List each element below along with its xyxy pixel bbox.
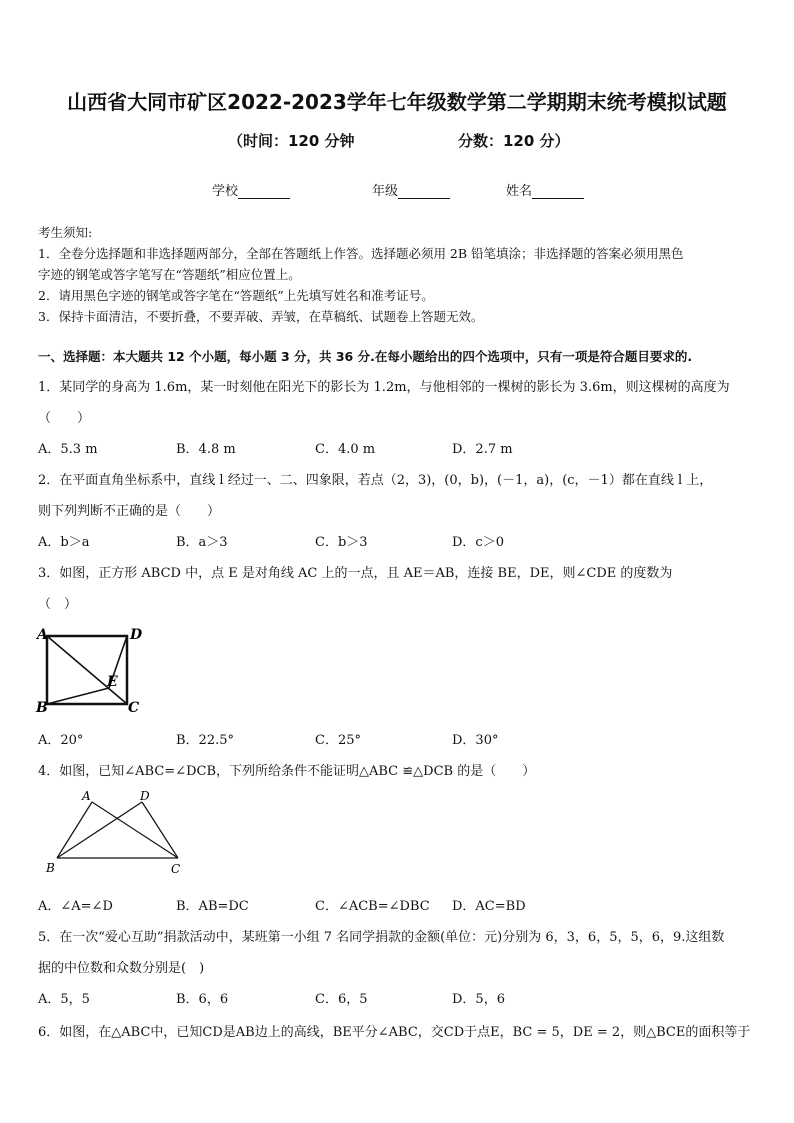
option: B．4.8 m xyxy=(176,442,236,457)
segment-ba xyxy=(57,802,92,858)
question-text: 据的中位数和众数分别是( ) xyxy=(38,961,205,976)
question-text: 3．如图，正方形 ABCD 中，点 E 是对角线 AC 上的一点，且 AE＝AB，连接 BE，DE，则∠CDE 的度数为 xyxy=(38,566,673,581)
segment-bd xyxy=(57,802,142,858)
vertex-label: C xyxy=(128,700,140,716)
square-figure xyxy=(34,624,154,716)
option: C．4.0 m xyxy=(315,442,376,457)
notice-item: 字迹的钢笔或答字笔写在“答题纸”相应位置上。 xyxy=(38,267,301,282)
question-text: （ ） xyxy=(38,597,78,612)
question-text: 则下列判断不正确的是（ ） xyxy=(38,504,221,519)
vertex-label: C xyxy=(171,862,181,876)
vertex-label: D xyxy=(140,789,150,803)
question-text: 5．在一次“爱心互助”捐款活动中，某班第一小组 7 名同学捐款的金额(单位：元)分别为 6，3，6，5，5，6，9.这组数 xyxy=(38,930,725,945)
triangles-figure xyxy=(40,788,190,880)
school-blank xyxy=(238,184,290,199)
name-label: 姓名 xyxy=(506,184,533,199)
option: A．5.3 m xyxy=(38,442,98,457)
option: B．AB=DC xyxy=(176,899,249,914)
notice-heading: 考生须知: xyxy=(38,225,93,240)
vertex-label: A xyxy=(37,627,48,643)
question-text: 4．如图，已知∠ABC=∠DCB，下列所给条件不能证明△ABC ≌△DCB 的是（ ） xyxy=(38,764,536,779)
grade-field xyxy=(372,180,450,199)
option: A．5，5 xyxy=(38,992,90,1007)
question-text: （ ） xyxy=(38,411,91,426)
question-text: 6．如图，在△ABC中，已知CD是AB边上的高线，BE平分∠ABC，交CD于点E，BC = 5，DE = 2，则△BCE的面积等于 xyxy=(38,1025,751,1040)
exam-score: 分数：120 分） xyxy=(458,132,570,150)
vertex-label: E xyxy=(107,674,118,690)
grade-label: 年级 xyxy=(372,184,399,199)
segment-be xyxy=(47,688,109,704)
option: D．5，6 xyxy=(452,992,505,1007)
school-label: 学校 xyxy=(212,184,239,199)
option: A．20° xyxy=(38,733,84,748)
segment-ac xyxy=(92,802,178,858)
question-text: 1．某同学的身高为 1.6m，某一时刻他在阳光下的影长为 1.2m，与他相邻的一棵树的影长为 3.6m，则这棵树的高度为 xyxy=(38,380,730,395)
notice-item: 3．保持卡面清洁，不要折叠，不要弄破、弄皱，在草稿纸、试题卷上答题无效。 xyxy=(38,309,484,324)
exam-title: 山西省大同市矿区2022-2023学年七年级数学第二学期期末统考模拟试题 xyxy=(67,90,727,114)
option: B．6，6 xyxy=(176,992,229,1007)
option: C．6，5 xyxy=(315,992,368,1007)
grade-blank xyxy=(398,184,450,199)
option: C．∠ACB=∠DBC xyxy=(315,899,430,914)
notice-item: 2．请用黑色字迹的钢笔或答字笔在“答题纸”上先填写姓名和准考证号。 xyxy=(38,288,434,303)
option: C．25° xyxy=(315,733,361,748)
option: B．22.5° xyxy=(176,733,234,748)
question-text: 2．在平面直角坐标系中，直线 l 经过一、二、四象限，若点（2，3)，(0，b)，(－1，a)，(c，－1）都在直线 l 上， xyxy=(38,473,713,488)
section-heading: 一、选择题：本大题共 12 个小题，每小题 3 分，共 36 分.在每小题给出的四个选项中，只有一项是符合题目要求的. xyxy=(38,349,693,364)
segment-dc xyxy=(142,802,178,858)
vertex-label: D xyxy=(130,627,143,643)
school-field xyxy=(212,180,290,199)
vertex-label: B xyxy=(46,861,55,875)
notice-item: 1．全卷分选择题和非选择题两部分，全部在答题纸上作答。选择题必须用 2B 铅笔填涂；非选择题的答案必须用黑色 xyxy=(38,246,684,261)
option: D．30° xyxy=(452,733,499,748)
option: A．b＞a xyxy=(38,535,90,550)
vertex-label: B xyxy=(36,700,48,716)
option: D．2.7 m xyxy=(452,442,513,457)
option: D．AC=BD xyxy=(452,899,526,914)
vertex-label: A xyxy=(82,789,91,803)
name-blank xyxy=(532,184,584,199)
option: A．∠A=∠D xyxy=(38,899,113,914)
option: B．a＞3 xyxy=(176,535,228,550)
exam-time: （时间：120 分钟 xyxy=(228,132,355,150)
option: D．c＞0 xyxy=(452,535,504,550)
name-field xyxy=(506,180,584,199)
option: C．b＞3 xyxy=(315,535,368,550)
